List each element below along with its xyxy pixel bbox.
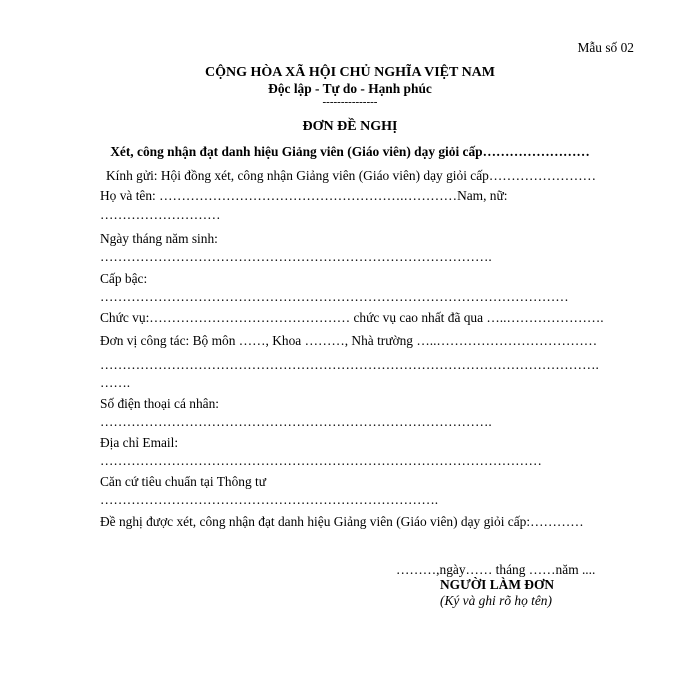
form-number: Mẫu số 02 xyxy=(577,40,634,55)
phone-label: Số điện thoại cá nhân: xyxy=(100,396,219,411)
request-line: Đề nghị được xét, công nhận đạt danh hiệu Giảng viên (Giáo viên) dạy giỏi cấp:………… xyxy=(100,514,584,529)
rank-label: Cấp bậc: xyxy=(100,271,148,286)
country-name: CỘNG HÒA XÃ HỘI CHỦ NGHĨA VIỆT NAM xyxy=(204,65,495,80)
basis-label: Căn cứ tiêu chuẩn tại Thông tư xyxy=(100,474,266,489)
document-title: ĐƠN ĐỀ NGHỊ xyxy=(302,119,398,134)
header-separator: --------------- xyxy=(322,96,378,108)
dob-dots: ……………………………………………………………………………. xyxy=(100,249,492,264)
unit-dots: …………………………………………………………………………………………………. xyxy=(100,357,599,372)
name-field: Họ và tên: ……………………………………………….…………Nam, nữ: xyxy=(100,188,508,203)
basis-dots: …………………………………………………………………. xyxy=(100,492,439,507)
unit-field: Đơn vị công tác: Bộ môn ……, Khoa ………, Nhà trường …..……………………………… xyxy=(100,333,598,348)
email-label: Địa chỉ Email: xyxy=(100,435,179,450)
signature-note: (Ký và ghi rõ họ tên) xyxy=(440,593,552,608)
dob-label: Ngày tháng năm sinh: xyxy=(100,231,218,246)
unit-dots-continuation: ……. xyxy=(100,375,131,390)
position-field: Chức vụ:……………………………………… chức vụ cao nhất đã qua …..…………………. xyxy=(100,310,604,325)
rank-dots: …………………………………………………………………………………………… xyxy=(100,289,569,304)
document-subtitle: Xét, công nhận đạt danh hiệu Giảng viên (Giáo viên) dạy giỏi cấp…………………… xyxy=(110,144,590,159)
email-dots: ……………………………………………………………………………………… xyxy=(100,453,542,468)
name-field-continuation: ……………………… xyxy=(100,207,221,222)
national-motto: Độc lập - Tự do - Hạnh phúc xyxy=(268,81,432,96)
phone-dots: ……………………………………………………………………………. xyxy=(100,414,492,429)
signature-date: ………,ngày…… tháng ……năm .... xyxy=(396,562,596,577)
recipient-line: Kính gửi: Hội đồng xét, công nhận Giảng viên (Giáo viên) dạy giỏi cấp…………………… xyxy=(106,168,596,183)
signature-title: NGƯỜI LÀM ĐƠN xyxy=(440,577,555,592)
